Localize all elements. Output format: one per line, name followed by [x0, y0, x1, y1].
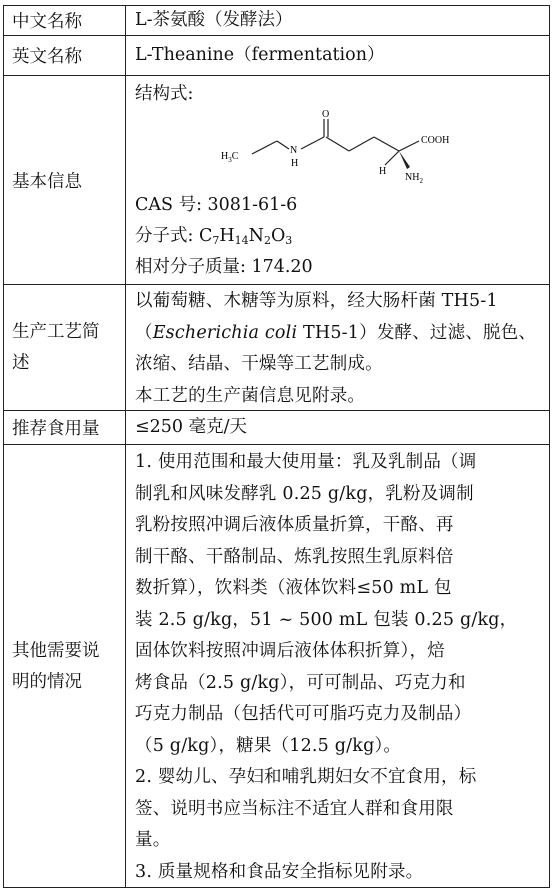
- label-chinese-name: 中文名称: [4, 6, 126, 35]
- other-line-13: 量。: [135, 830, 171, 850]
- process-label-line-1: 生产工艺简: [12, 321, 100, 342]
- formula-o: O: [270, 226, 286, 246]
- value-process: [127, 285, 549, 410]
- dose-text: ≤250 毫克/天: [135, 417, 248, 437]
- english-name-text: L-Theanine（fermentation）: [135, 45, 385, 65]
- other-line-2: 制乳和风味发酵乳 0.25 g/kg，乳粉及调制: [135, 483, 474, 504]
- other-line-6: 装 2.5 g/kg，51 ~ 500 mL 包装 0.25 g/kg，: [135, 609, 518, 630]
- atom-h: H: [379, 166, 387, 177]
- process-line-2-post: TH5-1）发酵、过滤、脱色、: [297, 322, 537, 343]
- value-chinese-name: [127, 6, 549, 35]
- process-line-1: 以葡萄糖、木糖等为原料，经大肠杆菌 TH5-1: [135, 291, 498, 311]
- atom-nh2: $NH_2$: [405, 172, 423, 185]
- process-label-line-2: 述: [12, 352, 30, 373]
- other-line-7: 固体饮料按照冲调后液体体积折算），焙: [135, 641, 445, 661]
- value-basic-info: [127, 76, 549, 284]
- value-dose: [127, 411, 549, 444]
- cas-number: CAS 号: 3081-61-6: [135, 195, 298, 215]
- other-line-12: 签、说明书应当标注不适宜人群和食用限: [135, 798, 454, 819]
- other-line-11: 2. 婴幼儿、孕妇和哺乳期妇女不宜食用，标: [135, 767, 477, 787]
- row-english-name: [4, 35, 549, 75]
- process-line-2-pre: （: [135, 322, 153, 343]
- structure-label: 结构式:: [135, 84, 194, 104]
- process-line-4: 本工艺的生产菌信息见附录。: [135, 385, 366, 406]
- label-basic-info: 基本信息: [4, 76, 126, 284]
- process-line-2: [135, 318, 541, 350]
- other-line-10: （5 g/kg），糖果（12.5 g/kg）。: [135, 735, 402, 756]
- molecular-mass: 相对分子质量: 174.20: [135, 257, 313, 277]
- other-line-9: 巧克力制品（包括代可可脂巧克力及制品）: [135, 704, 472, 724]
- other-label-line-1: 其他需要说: [12, 640, 100, 661]
- atom-o: O: [322, 109, 330, 120]
- info-table: [3, 5, 550, 888]
- label-process: [4, 285, 126, 410]
- formula-n-count: 2: [263, 234, 271, 247]
- formula-h: H: [219, 226, 235, 246]
- other-line-4: 制干酪、干酪制品、炼乳按照生乳原料倍: [135, 546, 454, 567]
- row-chinese-name: [4, 6, 549, 35]
- row-basic-info: [4, 75, 549, 284]
- other-line-5: 数折算），饮料类（液体饮料≤50 mL 包: [135, 578, 452, 598]
- formula-c: C: [198, 226, 213, 246]
- other-line-1: 1. 使用范围和最大使用量：乳及乳制品（调: [135, 452, 477, 472]
- formula-c-count: 7: [212, 234, 220, 247]
- value-other: [127, 445, 549, 888]
- other-line-3: 乳粉按照冲调后液体质量折算，干酪、再: [135, 515, 454, 535]
- other-label-line-2: 明的情况: [12, 671, 82, 692]
- formula-label: 分子式:: [135, 226, 199, 246]
- label-other: [4, 445, 126, 888]
- structural-formula: [219, 109, 459, 189]
- other-line-8: 烤食品（2.5 g/kg），可可制品、巧克力和: [135, 672, 466, 693]
- formula-o-count: 3: [285, 234, 293, 247]
- atom-n: N: [290, 145, 298, 156]
- chinese-name-text: L-茶氨酸（发酵法）: [135, 10, 293, 30]
- row-dose: [4, 410, 549, 444]
- atom-n-h: H: [291, 158, 299, 169]
- formula-n: N: [248, 226, 264, 246]
- label-dose: 推荐食用量: [4, 411, 126, 444]
- atom-cooh: COOH: [421, 135, 450, 146]
- row-other: [4, 444, 549, 888]
- value-english-name: [127, 36, 549, 75]
- species-name: Escherichia coli: [152, 322, 298, 343]
- atom-h3c: $H_3C$: [221, 151, 239, 164]
- other-line-14: 3. 质量规格和食品安全指标见附录。: [135, 861, 424, 882]
- process-line-3: 浓缩、结晶、干燥等工艺制成。: [135, 354, 383, 374]
- formula-h-count: 14: [234, 234, 249, 247]
- row-process: [4, 284, 549, 410]
- label-english-name: 英文名称: [4, 36, 126, 75]
